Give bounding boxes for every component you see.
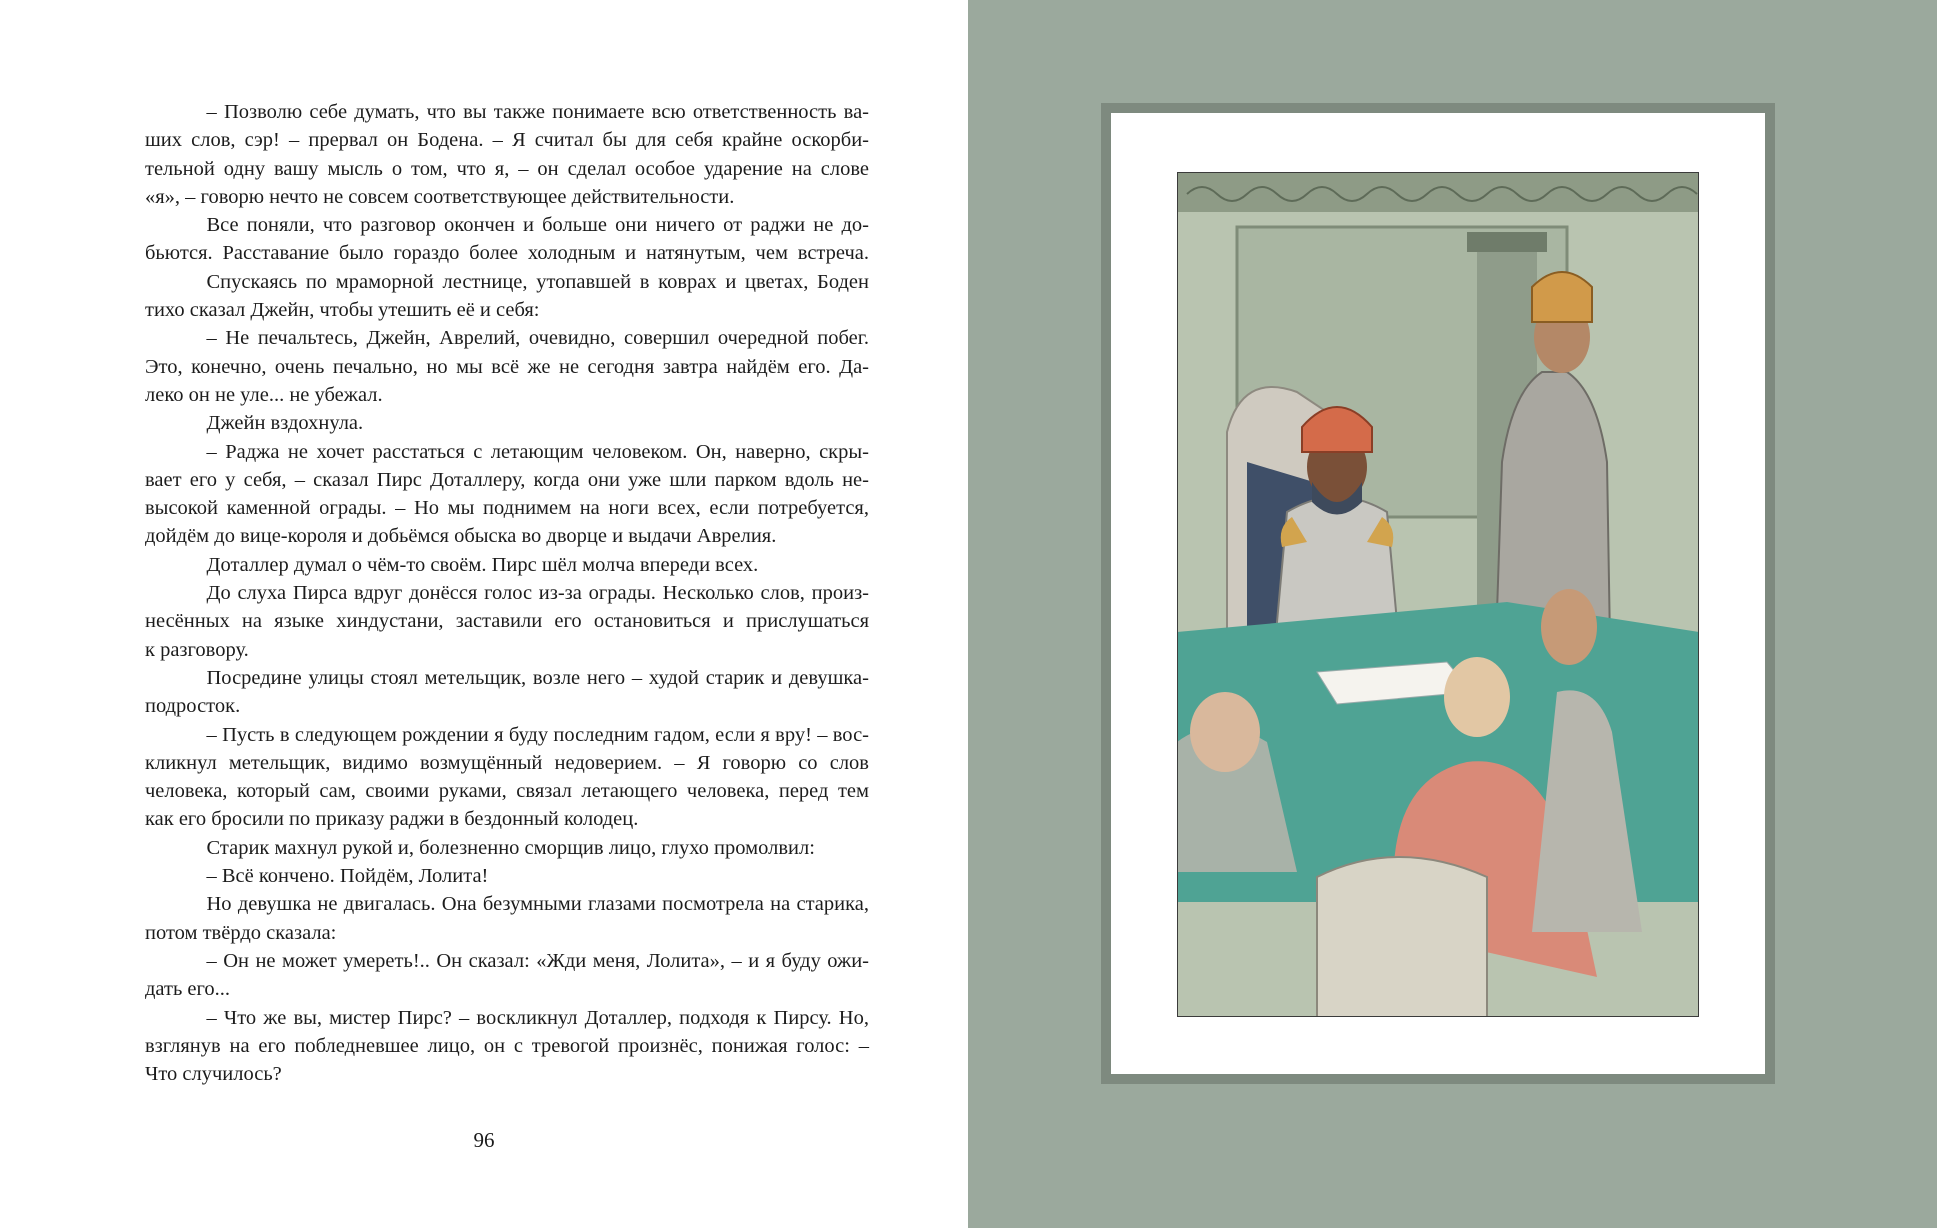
text-line: Старик махнул рукой и, болезненно сморщив лицо, глухо промолвил: [206,836,815,859]
illustration-drawing [1177,172,1699,1017]
text-line: тельной одну вашу мысль о том, что я, – он сделал особое ударение на слове [145,157,869,180]
text-line: Это, конечно, очень печально, но мы всё же не сегодня завтра найдём его. Да- [145,355,869,378]
text-line: леко он не уле... не убежал. [145,383,383,406]
page-number: 96 [473,1128,495,1152]
text-line: Доталлер думал о чём-то своём. Пирс шёл молча впереди всех. [206,553,759,576]
text-line: высокой каменной ограды. – Но мы поднимем на ноги всех, если потребуется, [145,497,869,520]
text-line: потом твёрдо сказала: [145,921,337,944]
text-line: кликнул метельщик, видимо возмущённый недоверием. – Я говорю со слов [145,751,869,774]
text-line: – Пусть в следующем рождении я буду последним гадом, если я вру! – вос- [206,723,869,746]
text-line: – Что же вы, мистер Пирс? – воскликнул Доталлер, подходя к Пирсу. Но, [206,1006,869,1029]
left-page [0,0,968,1228]
illustration [1177,172,1699,1017]
seated-woman-head [1444,657,1510,737]
text-line: бьются. Расставание было гораздо более холодным и натянутым, чем встреча. [145,242,869,265]
seated-man-left-head [1190,692,1260,772]
chair-back-front [1317,857,1487,1017]
right-page [968,0,1937,1228]
text-line: До слуха Пирса вдруг донёсся голос из-за ограды. Несколько слов, произ- [206,582,869,605]
text-line: – Позволю себе думать, что вы также понимаете всю ответственность ва- [206,101,869,123]
text-line: «я», – говорю нечто не совсем соответствующее действительности. [145,185,735,208]
text-line: – Он не может умереть!.. Он сказал: «Жди меня, Лолита», – и я буду ожи- [206,949,869,972]
text-line: Спускаясь по мраморной лестнице, утопавшей в коврах и цветах, Боден [206,270,869,293]
text-line: Но девушка не двигалась. Она безумными глазами посмотрела на старика, [206,893,869,916]
text-line: Джейн вздохнула. [206,412,364,435]
text-line: человека, который сам, своими руками, связал летающего человека, перед тем [145,780,869,803]
text-line: ших слов, сэр! – прервал он Бодена. – Я считал бы для себя крайне оскорби- [145,129,869,152]
ornamental-frieze [1177,172,1699,212]
text-line: Посредине улицы стоял метельщик, возле него – худой старик и девушка- [206,666,869,689]
text-line: – Всё кончено. Пойдём, Лолита! [206,865,489,888]
text-line: как его бросили по приказу раджи в бездонный колодец. [145,808,639,831]
text-line: Что случилось? [145,1063,282,1086]
text-line: к разговору. [145,638,249,661]
text-line: – Раджа не хочет расстаться с летающим человеком. Он, наверно, скры- [206,440,869,463]
text-line: Все поняли, что разговор окончен и больше они ничего от раджи не до- [206,214,869,237]
text-line: дать его... [145,978,231,1001]
column-capital [1467,232,1547,252]
text-line: взглянув на его побледневшее лицо, он с тревогой произнёс, понижая голос: – [145,1034,869,1057]
text-line: подросток. [145,695,241,718]
text-line: тихо сказал Джейн, чтобы утешить её и себя: [145,299,540,322]
text-line: дойдём до вице-короля и добьёмся обыска во дворце и выдачи Аврелия. [145,525,777,548]
body-text [145,98,869,1088]
text-line: несённых на языке хиндустани, заставили его остановиться и прислушаться [145,610,869,633]
text-line: – Не печальтесь, Джейн, Аврелий, очевидно, совершил очередной побег. [206,327,869,350]
text-line: вает его у себя, – сказал Пирс Доталлеру, когда они уже шли парком вдоль не- [145,468,869,491]
standing-guard-turban [1532,272,1592,322]
seated-man-right-head [1541,589,1597,665]
